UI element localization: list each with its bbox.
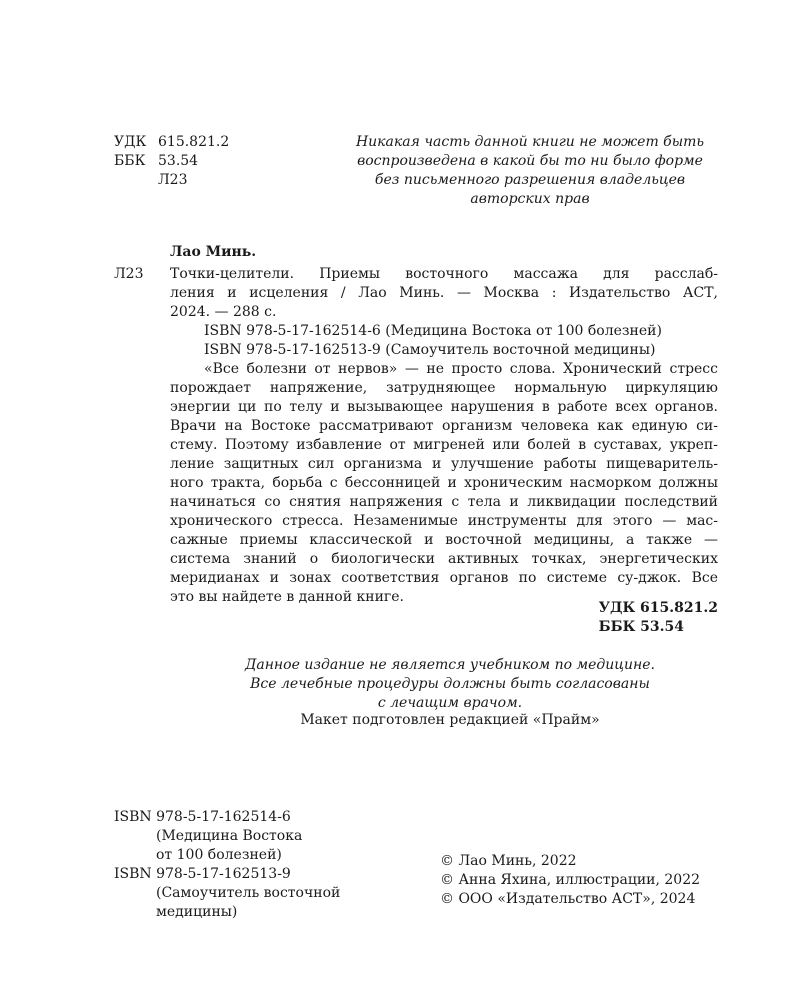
notice-line: воспроизведена в какой бы то ни было форме (357, 153, 703, 169)
isbn-bottom-1: ISBN 978-5-17-162514-6 (114, 809, 291, 825)
annotation-line: ного тракта, борьба с бессонницей и хроническим насморком должны (170, 475, 718, 491)
bibliographic-description (170, 265, 718, 322)
title-line: 2024. — 288 с. (170, 304, 277, 320)
medical-disclaimer (200, 656, 700, 713)
annotation-line: хронического стресса. Незаменимые инструменты для этого — мас- (170, 513, 718, 529)
isbn-bottom-block (114, 808, 384, 922)
disclaimer-line: Все лечебные процедуры должны быть согласованы (250, 676, 650, 692)
isbn-bottom-2-note: (Самоучитель восточной (156, 885, 341, 901)
annotation-line: «Все болезни от нервов» — не просто слова. Хронический стресс (204, 361, 718, 377)
copyright-notice (340, 133, 720, 209)
bbk-value: 53.54 (158, 153, 199, 169)
bbk-row (114, 152, 229, 171)
bottom-bbk: ББК 53.54 (598, 619, 685, 635)
author-mark-row (114, 171, 229, 190)
copyright-line: © Анна Яхина, иллюстрации, 2022 (440, 872, 701, 888)
isbn-line: ISBN 978-5-17-162514-6 (Медицина Востока от 100 болезней) (204, 323, 662, 339)
annotation-line: меридианах и зонах соответствия органов по системе су-джок. Все (170, 570, 718, 586)
author-mark-left: Л23 (114, 266, 144, 282)
bbk-label: ББК (114, 153, 146, 169)
title-line: Точки-целители. Приемы восточного массажа для расслаб- (170, 266, 718, 282)
copyright-block (440, 852, 700, 909)
notice-line: без письменного разрешения владельцев (374, 172, 686, 188)
notice-line: Никакая часть данной книги не может быть (355, 134, 705, 150)
author-heading: Лао Минь. (170, 244, 257, 260)
annotation-line: сажные приемы классической и восточной медицины, а также — (170, 532, 718, 548)
annotation-line: система знаний о биологически активных точках, энергетических (170, 551, 718, 567)
isbn-block (204, 322, 662, 360)
classification-codes (114, 133, 229, 190)
annotation (170, 360, 718, 607)
annotation-line: стему. Поэтому избавление от мигреней или болей в суставах, укреп- (170, 437, 718, 453)
disclaimer-line: Данное издание не является учебником по медицине. (244, 657, 656, 673)
author-mark: Л23 (158, 172, 188, 188)
udk-label: УДК (114, 134, 147, 150)
isbn-bottom-1-note: от 100 болезней) (156, 847, 282, 863)
annotation-line: ление защитных сил организма и улучшение работы пищеваритель- (170, 456, 718, 472)
isbn-bottom-2-note: медицины) (156, 904, 238, 920)
annotation-line: энергии ци по телу и вызывающее нарушения в работе всех органов. (170, 399, 718, 415)
udk-value: 615.821.2 (158, 134, 230, 150)
bottom-udk: УДК 615.821.2 (598, 600, 718, 616)
disclaimer-line: с лечащим врачом. (377, 695, 523, 711)
title-line: ления и исцеления / Лао Минь. — Москва : Издательство АСТ, (170, 285, 718, 301)
copyright-line: © Лао Минь, 2022 (440, 853, 577, 869)
udk-row (114, 133, 229, 152)
annotation-line: это вы найдете в данной книге. (170, 589, 404, 605)
annotation-line: Врачи на Востоке рассматривают организм человека как единую си- (170, 418, 718, 434)
isbn-bottom-1-note: (Медицина Востока (156, 828, 303, 844)
bottom-classification (599, 599, 718, 637)
annotation-line: начинаться со снятия напряжения с тела и ликвидации последствий (170, 494, 718, 510)
prepared-by: Макет подготовлен редакцией «Прайм» (300, 712, 600, 728)
copyright-line: © ООО «Издательство АСТ», 2024 (440, 891, 696, 907)
isbn-bottom-2: ISBN 978-5-17-162513-9 (114, 866, 291, 882)
isbn-line: ISBN 978-5-17-162513-9 (Самоучитель восточной медицины) (204, 342, 656, 358)
notice-line: авторских прав (470, 191, 590, 207)
annotation-line: порождает напряжение, затрудняющее нормальную циркуляцию (170, 380, 718, 396)
